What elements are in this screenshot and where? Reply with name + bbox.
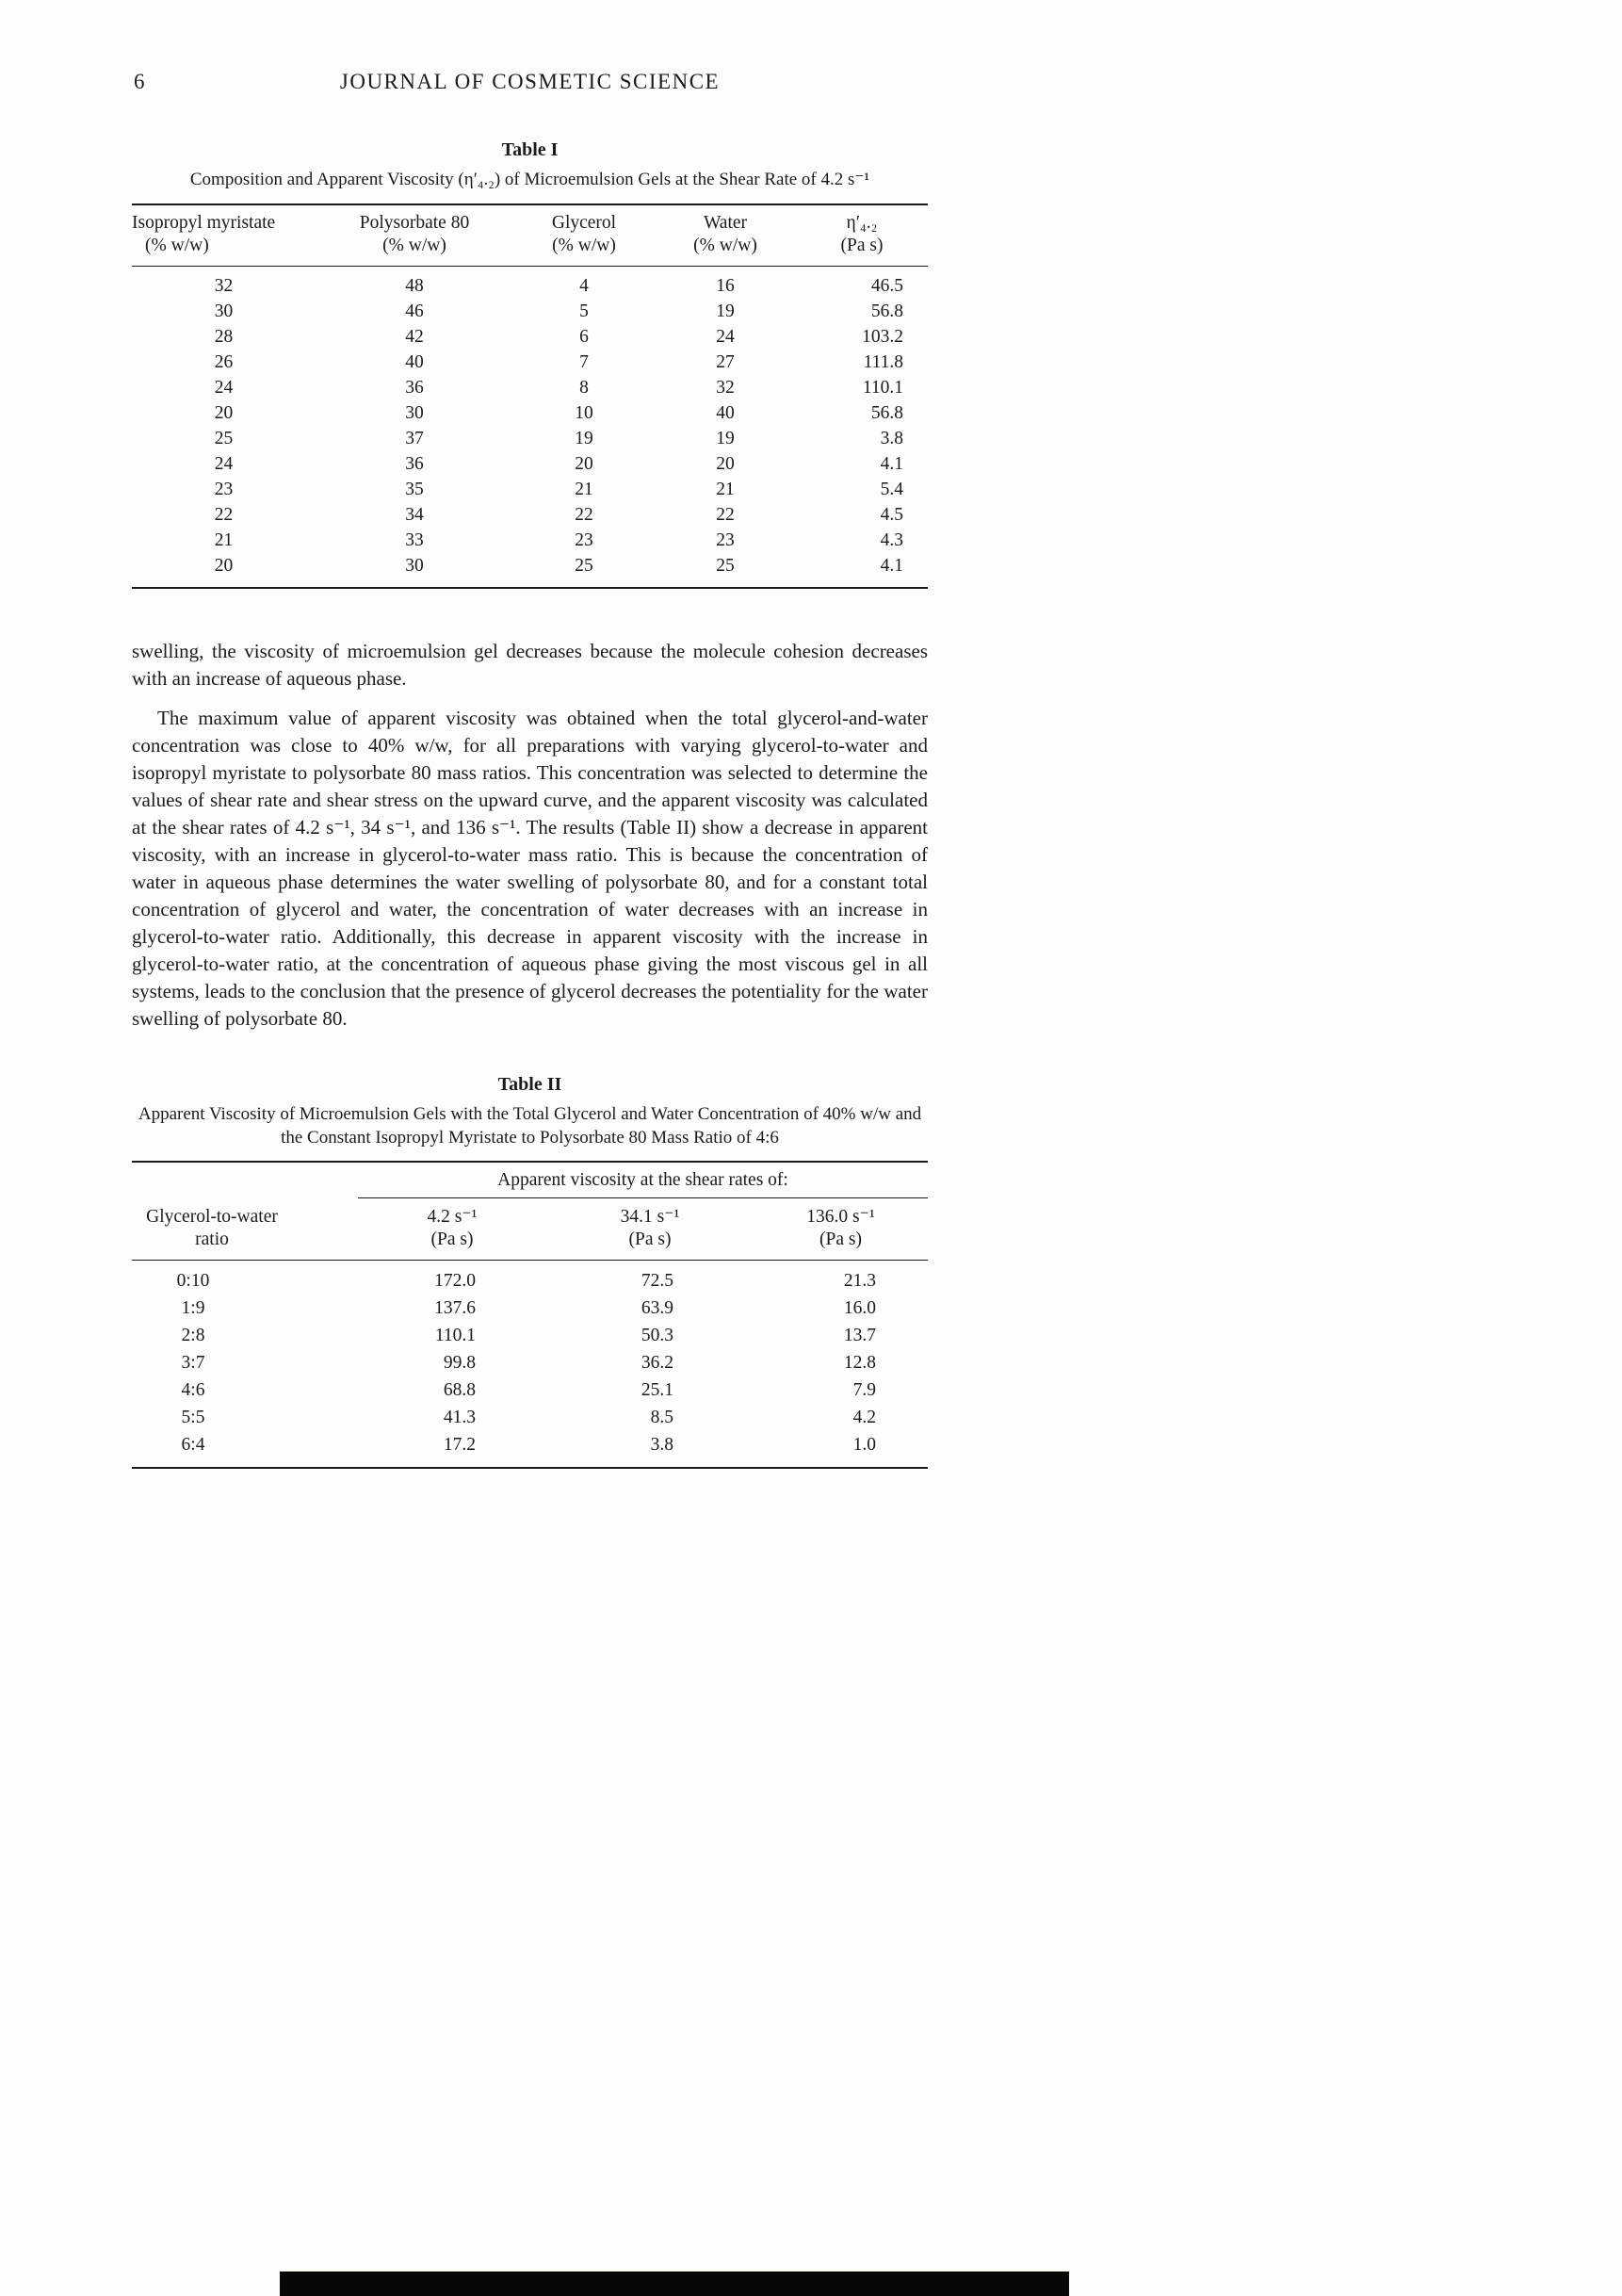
table-1 xyxy=(132,204,928,589)
scan-artifact-bar xyxy=(280,2272,1069,2296)
table-cell: 103.2 xyxy=(862,327,903,347)
table-cell: 20 xyxy=(575,454,593,474)
column-header-line: η′₄.₂ xyxy=(846,213,878,233)
table-row xyxy=(132,401,928,427)
table-cell: 4.2 xyxy=(852,1408,876,1427)
table-cell: 72.5 xyxy=(641,1271,673,1291)
table-cell: 8.5 xyxy=(650,1408,673,1427)
table-1-section xyxy=(132,139,928,589)
paragraph-continuation: swelling, the viscosity of microemulsion gel decreases because the molecule cohesion decreases with an increase of aqueous phase. xyxy=(132,640,928,690)
column-header-shear-rate-4-2 xyxy=(358,1198,546,1261)
column-header-line: 34.1 s⁻¹ xyxy=(620,1207,680,1227)
table-cell: 25.1 xyxy=(641,1380,673,1400)
table-1-head xyxy=(132,204,928,267)
table-2-label: Table II xyxy=(497,1074,562,1095)
table-cell: 50.3 xyxy=(641,1326,673,1345)
table-cell: 21 xyxy=(716,480,735,499)
page-content xyxy=(132,68,928,1469)
table-row xyxy=(132,300,928,325)
table-cell: 56.8 xyxy=(870,403,903,423)
table-cell: 25 xyxy=(716,556,735,576)
table-cell: 20 xyxy=(214,403,234,423)
column-header-shear-rate-136-0 xyxy=(754,1198,928,1261)
table-cell: 26 xyxy=(214,352,234,372)
column-header-glycerol-to-water-ratio xyxy=(132,1198,358,1261)
table-cell: 110.1 xyxy=(434,1326,476,1345)
table-cell: 111.8 xyxy=(863,352,903,372)
column-header-polysorbate-80 xyxy=(316,204,513,267)
table-cell: 19 xyxy=(575,429,593,448)
table-cell: 5 xyxy=(579,301,589,321)
table-row xyxy=(132,503,928,529)
table-row xyxy=(132,1350,928,1377)
table-cell: 34 xyxy=(405,505,424,525)
table-cell: 10 xyxy=(575,403,593,423)
column-header-line: Glycerol-to-water xyxy=(146,1206,278,1227)
body-text xyxy=(132,638,928,1033)
table-cell: 3:7 xyxy=(181,1353,205,1373)
table-cell: 46 xyxy=(405,301,424,321)
table-cell: 2:8 xyxy=(181,1326,205,1345)
table-cell: 23 xyxy=(214,480,234,499)
table-cell: 23 xyxy=(716,530,735,550)
table-cell: 21 xyxy=(214,530,234,550)
table-row xyxy=(132,554,928,589)
table-cell: 1.0 xyxy=(852,1435,876,1455)
table-cell: 1:9 xyxy=(181,1298,205,1318)
table-cell: 48 xyxy=(405,276,424,296)
table-row xyxy=(132,1432,928,1469)
table-row xyxy=(132,350,928,376)
table-row xyxy=(132,1323,928,1350)
table-cell: 30 xyxy=(405,403,424,423)
table-2-section xyxy=(132,1074,928,1469)
table-cell: 7 xyxy=(579,352,589,372)
column-header-unit: (Pa s) xyxy=(430,1229,474,1249)
column-header-line: Water xyxy=(703,213,748,233)
table-cell: 40 xyxy=(405,352,424,372)
table-cell: 35 xyxy=(405,480,424,499)
table-cell: 4 xyxy=(579,276,589,296)
column-header-line: ratio xyxy=(195,1229,229,1249)
table-cell: 30 xyxy=(405,556,424,576)
column-header-unit: (Pa s) xyxy=(840,236,884,255)
column-header-line: Isopropyl myristate xyxy=(132,213,276,233)
table-cell: 17.2 xyxy=(443,1435,476,1455)
table-1-caption: Composition and Apparent Viscosity (η′₄.₂) of Microemulsion Gels at the Shear Rate of 4.2 s⁻¹ xyxy=(189,170,870,189)
table-2-head xyxy=(132,1162,928,1261)
table-cell: 20 xyxy=(214,556,234,576)
table-cell: 4.5 xyxy=(880,505,903,525)
column-header-apparent-viscosity xyxy=(796,204,928,267)
table-row xyxy=(132,1405,928,1432)
table-1-body xyxy=(132,267,928,589)
table-cell: 36 xyxy=(405,454,424,474)
table-row xyxy=(132,325,928,350)
column-header-unit: (% w/w) xyxy=(552,236,616,255)
table-cell: 172.0 xyxy=(434,1271,476,1291)
table-row xyxy=(132,376,928,401)
table-cell: 24 xyxy=(214,454,234,474)
page-header xyxy=(132,68,928,100)
table-cell: 20 xyxy=(716,454,735,474)
column-header-unit: (Pa s) xyxy=(628,1229,672,1249)
table-cell: 6:4 xyxy=(181,1435,205,1455)
table-2-spanner-row xyxy=(132,1162,928,1198)
table-cell: 4.3 xyxy=(880,530,903,550)
table-cell: 27 xyxy=(716,352,735,372)
table-cell: 110.1 xyxy=(862,378,903,398)
table-cell: 19 xyxy=(716,301,735,321)
table-2-header-row xyxy=(132,1198,928,1261)
table-cell: 21 xyxy=(575,480,593,499)
table-cell: 13.7 xyxy=(843,1326,876,1345)
table-cell: 22 xyxy=(575,505,593,525)
table-cell: 36 xyxy=(405,378,424,398)
table-cell: 24 xyxy=(214,378,234,398)
table-cell: 32 xyxy=(716,378,735,398)
table-cell: 99.8 xyxy=(443,1353,476,1373)
table-cell: 5.4 xyxy=(880,480,903,499)
table-cell: 28 xyxy=(214,327,234,347)
column-header-line: Glycerol xyxy=(551,213,617,233)
table-cell: 68.8 xyxy=(443,1380,476,1400)
column-header-shear-rate-34-1 xyxy=(546,1198,754,1261)
table-cell: 3.8 xyxy=(650,1435,673,1455)
table-cell: 4:6 xyxy=(181,1380,205,1400)
table-cell: 41.3 xyxy=(443,1408,476,1427)
table-cell: 16.0 xyxy=(843,1298,876,1318)
table-cell: 37 xyxy=(405,429,424,448)
page-number: 6 xyxy=(134,70,145,93)
spanner-header: Apparent viscosity at the shear rates of: xyxy=(358,1162,928,1198)
table-row xyxy=(132,529,928,554)
table-row xyxy=(132,1377,928,1405)
table-cell: 24 xyxy=(716,327,735,347)
paragraph-discussion: The maximum value of apparent viscosity was obtained when the total glycerol-and-water concentration was close to 40% w/w, for all preparations with varying glycerol-to-water and isopropyl myristate to polysorbate 80 mass ratios. This concentration was selected to determine the values of shear rate and shear stress on the upward curve, and the apparent viscosity was calculated at the shear rates of 4.2 s⁻¹, 34 s⁻¹, and 136 s⁻¹. The results (Table II) show a decrease in apparent viscosity, with an increase in glycerol-to-water mass ratio. This is because the concentration of water in aqueous phase determines the water swelling of polysorbate 80, and for a constant total concentration of glycerol and water, the concentration of water decreases with an increase in glycerol-to-water ratio. Additionally, this decrease in apparent viscosity with the increase in glycerol-to-water ratio, at the concentration of aqueous phase giving the most viscous gel in all systems, leads to the conclusion that the presence of glycerol decreases the potentiality for the water swelling of polysorbate 80. xyxy=(132,707,928,1030)
table-2-caption: Apparent Viscosity of Microemulsion Gels with the Total Glycerol and Water Concentration of 40% w/w and the Constant Isopropyl Myristate to Polysorbate 80 Mass Ratio of 4:6 xyxy=(138,1104,922,1148)
table-row xyxy=(132,1261,928,1295)
table-cell: 22 xyxy=(214,505,234,525)
table-cell: 4.1 xyxy=(880,454,903,474)
table-cell: 8 xyxy=(579,378,589,398)
column-header-unit: (% w/w) xyxy=(693,236,757,255)
table-cell: 30 xyxy=(214,301,234,321)
table-cell: 6 xyxy=(579,327,589,347)
table-cell: 7.9 xyxy=(852,1380,876,1400)
table-cell: 23 xyxy=(575,530,593,550)
column-header-glycerol xyxy=(513,204,655,267)
table-cell: 19 xyxy=(716,429,735,448)
table-cell: 42 xyxy=(405,327,424,347)
table-row xyxy=(132,478,928,503)
table-cell: 40 xyxy=(716,403,735,423)
table-row xyxy=(132,427,928,452)
table-cell: 3.8 xyxy=(880,429,903,448)
table-cell: 0:10 xyxy=(176,1271,210,1291)
table-cell: 32 xyxy=(214,276,234,296)
table-cell: 16 xyxy=(716,276,735,296)
running-head: JOURNAL OF COSMETIC SCIENCE xyxy=(339,70,721,93)
table-cell: 25 xyxy=(214,429,234,448)
spanner-empty-cell xyxy=(132,1162,358,1198)
table-row xyxy=(132,452,928,478)
table-row xyxy=(132,1295,928,1323)
column-header-unit: (% w/w) xyxy=(145,236,209,255)
table-cell: 4.1 xyxy=(880,556,903,576)
column-header-isopropyl-myristate xyxy=(132,204,316,267)
table-cell: 63.9 xyxy=(641,1298,673,1318)
table-2-body xyxy=(132,1261,928,1469)
table-cell: 5:5 xyxy=(181,1408,205,1427)
table-2 xyxy=(132,1161,928,1469)
column-header-unit: (Pa s) xyxy=(819,1229,862,1249)
table-cell: 56.8 xyxy=(870,301,903,321)
column-header-line: 4.2 s⁻¹ xyxy=(427,1207,478,1227)
column-header-line: 136.0 s⁻¹ xyxy=(806,1207,875,1227)
table-cell: 25 xyxy=(575,556,593,576)
column-header-water xyxy=(655,204,796,267)
table-cell: 46.5 xyxy=(870,276,903,296)
table-cell: 22 xyxy=(716,505,735,525)
table-1-label: Table I xyxy=(501,139,559,160)
table-cell: 21.3 xyxy=(843,1271,876,1291)
table-1-header-row xyxy=(132,204,928,267)
column-header-line: Polysorbate 80 xyxy=(359,213,470,233)
column-header-unit: (% w/w) xyxy=(382,236,446,255)
table-cell: 33 xyxy=(405,530,424,550)
table-cell: 12.8 xyxy=(843,1353,876,1373)
table-cell: 137.6 xyxy=(434,1298,476,1318)
table-cell: 36.2 xyxy=(641,1353,673,1373)
table-row xyxy=(132,267,928,300)
